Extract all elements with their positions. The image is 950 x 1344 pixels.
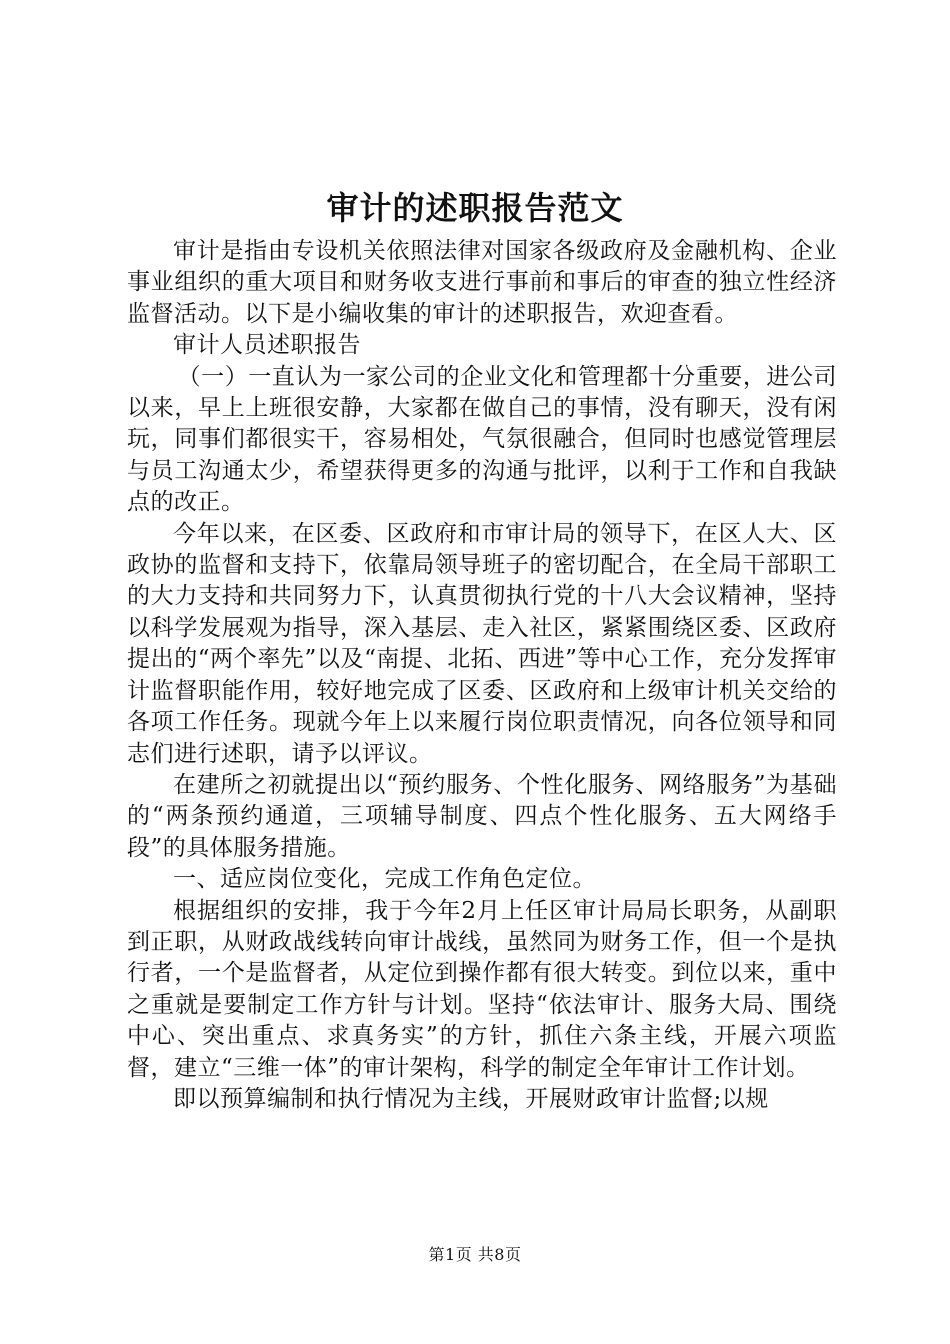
paragraph-annual-summary: 今年以来，在区委、区政府和市审计局的领导下，在区人大、区政协的监督和支持下，依靠局领导班子的密切配合，在全局干部职工的大力支持和共同努力下，认真贯彻执行党的十八大会议精神，坚持以科学发展观为指导，深入基层、走入社区，紧紧围绕区委、区政府提出的“两个率先”以及“南提、北拓、西进”等中心工作，充分发挥审计监督职能作用，较好地完成了区委、区政府和上级审计机关交给的各项工作任务。现就今年上以来履行岗位职责情况，向各位领导和同志们进行述职，请予以评议。 [127,520,837,767]
paragraph-section-heading: 审计人员述职报告 [173,332,361,359]
paragraph-service-measures: 在建所之初就提出以“预约服务、个性化服务、网络服务”为基础的“两条预约通道，三项辅导制度、四点个性化服务、五大网络手段”的具体服务措施。 [127,771,837,861]
paragraph-budget-mainline: 即以预算编制和执行情况为主线，开展财政审计监督;以规 [173,1085,769,1112]
paragraph-intro: 审计是指由专设机关依照法律对国家各级政府及金融机构、企业事业组织的重大项目和财务收支进行事前和事后的审查的独立性经济监督活动。以下是小编收集的审计的述职报告，欢迎查看。 [127,238,837,327]
paragraph-heading-one: 一、适应岗位变化，完成工作角色定位。 [173,866,596,893]
page-number-footer: 第1页 共8页 [428,1245,522,1264]
paragraph-company-culture: （一）一直认为一家公司的企业文化和管理都十分重要，进公司以来，早上上班很安静，大家都在做自己的事情，没有聊天，没有闲玩，同事们都很实干，容易相处，气氛很融合，但同时也感觉管理层与员工沟通太少，希望获得更多的沟通与批评，以利于工作和自我缺点的改正。 [127,363,837,516]
document-body [127,236,837,1115]
document-title: 审计的述职报告范文 [326,189,624,227]
paragraph-role-positioning: 根据组织的安排，我于今年2月上任区审计局局长职务，从副职到正职，从财政战线转向审计战线，虽然同为财务工作，但一个是执行者，一个是监督者，从定位到操作都有很大转变。到位以来，重中之重就是要制定工作方针与计划。坚持“依法审计、服务大局、围绕中心、突出重点、求真务实”的方针，抓住六条主线，开展六项监督，建立“三维一体”的审计架构，科学的制定全年审计工作计划。 [127,897,837,1081]
